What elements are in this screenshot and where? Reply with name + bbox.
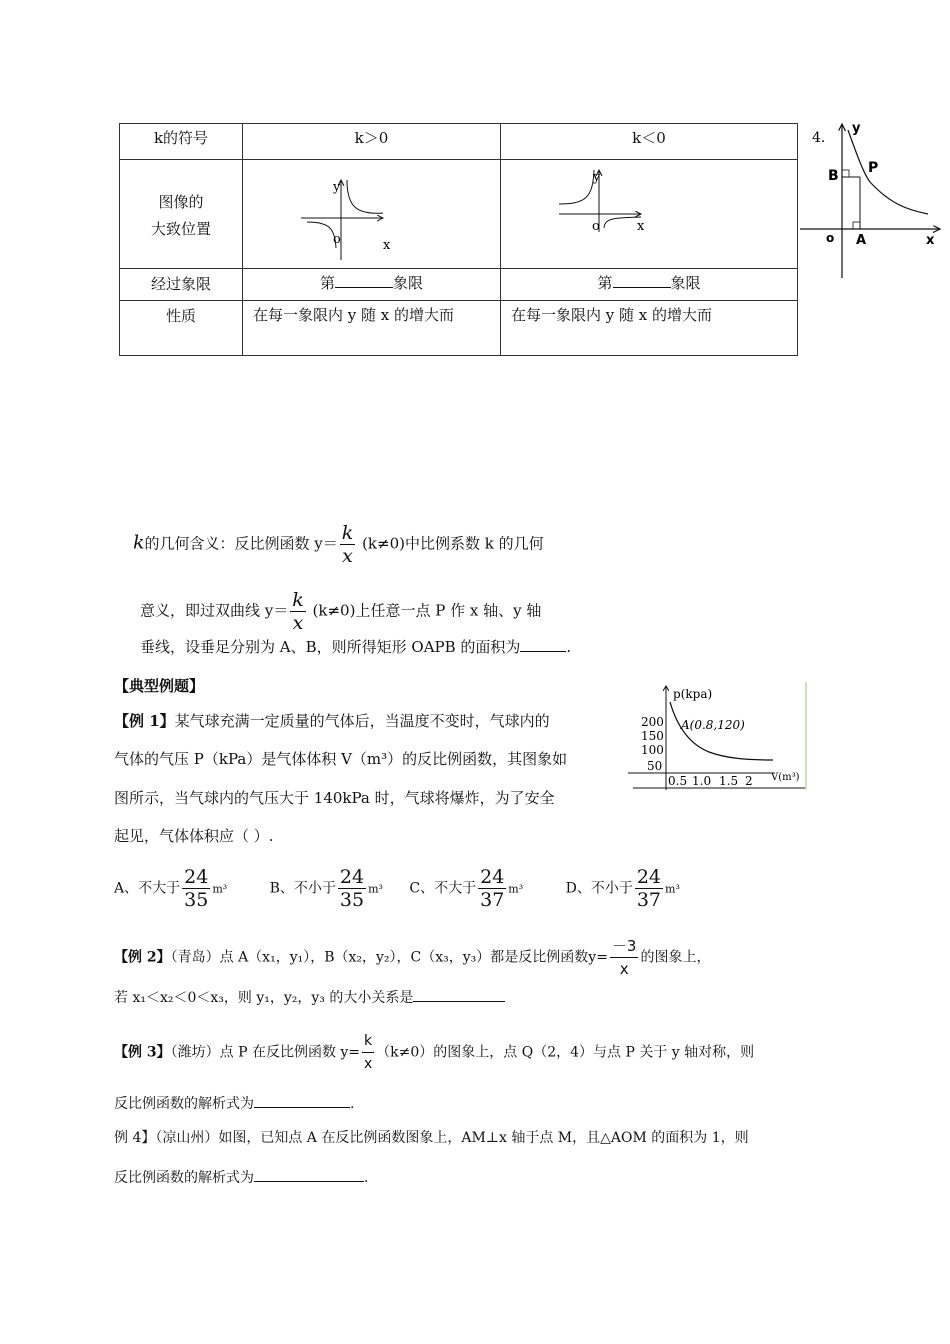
chart-x-label: V(m³) [771,772,800,783]
hyperbola-negative-sketch [501,160,797,268]
example2-line1: 【例 2】（青岛）点 A（x₁，y₁），B（x₂，y₂），C（x₃，y₃）都是反比例函数y= $\frac{-3}{x}$ 的图象上， [114,937,711,978]
option-b[interactable]: B、不小于 $\frac{24}{35}$ m³ [269,866,383,911]
chart-ytick-150: 150 [641,729,664,743]
example1-line2: 气体的气压 P（kPa）是气体体积 V（m³）的反比例函数，其图象如 [114,750,568,768]
example3-line1: 【例 3】（潍坊）点 P 在反比例函数 y= $\frac{k}{x}$ （k≠0）的图象上，点 Q（2，4）与点 P 关于 y 轴对称，则 [114,1030,754,1075]
fraction-neg3-over-x: $\frac{-3}{x}$ [611,937,637,978]
cell-negative-graph [501,160,798,269]
fig4-y-label: y [852,121,861,136]
example2-line2: 若 x₁＜x₂＜0＜x₃，则 y₁，y₂，y₃ 的大小关系是 [114,988,505,1008]
blank-example4[interactable] [254,1181,364,1182]
blank-example3[interactable] [254,1107,350,1108]
chart-xtick-0.5: 0.5 [668,774,688,788]
header-cell-k-negative: k＜0 [501,124,798,160]
header-cell-k-positive: k＞0 [243,124,501,160]
hyperbola-positive-sketch [243,160,500,268]
fraction-k-over-x-3: $\frac{k}{x}$ [362,1030,374,1075]
k-meaning-line2: 意义，即过双曲线 y＝ $\frac{k}{x}$ (k≠0)上任意一点 P 作 x 轴、y 轴 [140,589,542,634]
example1-line3: 图所示，当气球内的气压大于 140kPa 时，气球将爆炸，为了安全 [114,789,555,807]
table-row-quadrant [120,269,798,301]
pressure-volume-chart [625,680,815,792]
fig4-A-label: A [856,233,867,248]
blank-pos-quadrant[interactable] [335,287,393,288]
example4-line2: 反比例函数的解析式为 . [114,1170,369,1186]
option-a[interactable]: A、不大于 $\frac{24}{35}$ m³ [114,866,228,911]
blank-area[interactable] [520,651,566,652]
example1-line4: 起见，气体体积应（ ）. [114,827,274,845]
k-meaning-line3: 垂线，设垂足分别为 A、B，则所得矩形 OAPB 的面积为 . [140,638,572,656]
figure-4 [798,118,948,283]
cell-negative-quadrant: 第 象限 [501,269,798,301]
properties-table [119,123,798,356]
neg-x-label: x [637,219,645,234]
row-label-quadrant: 经过象限 [120,269,243,301]
chart-xtick-2: 2 [745,774,753,788]
k-meaning-line1: k的几何含义：反比例函数 y＝ $\frac{k}{x}$ (k≠0)中比例系数 k 的几何 [133,522,544,567]
pos-y-label: y [333,180,341,195]
neg-y-label: y [593,170,601,185]
chart-ytick-100: 100 [641,743,664,757]
cell-negative-property: 在每一象限内 y 随 x 的增大而 [501,301,798,356]
fraction-k-over-x: $\frac{k}{x}$ [341,522,354,567]
chart-ytick-200: 200 [641,715,664,729]
cell-positive-quadrant: 第 象限 [243,269,501,301]
neg-origin-label: o [592,219,600,234]
fig4-B-label: B [828,168,839,184]
chart-xtick-1.5: 1.5 [719,774,739,788]
cell-positive-property: 在每一象限内 y 随 x 的增大而 [243,301,501,356]
cell-positive-graph [243,160,501,269]
fig4-x-label: x [926,233,935,248]
table-header-row [120,124,798,160]
example3-line2: 反比例函数的解析式为 . [114,1096,355,1112]
table-row-property [120,301,798,356]
pos-origin-label: o [333,232,341,247]
chart-point-label: A(0.8,120) [681,718,745,732]
blank-example2[interactable] [413,1001,505,1002]
row-label-image: 图像的 大致位置 [120,160,243,269]
blank-neg-quadrant[interactable] [613,287,671,288]
example4-line1: 例 4】（凉山州）如图，已知点 A 在反比例函数图象上，AM⊥x 轴于点 M，且△AOM 的面积为 1，则 [114,1130,749,1146]
examples-heading: 【典型例题】 [114,677,205,695]
example1-options [114,866,680,911]
fig4-origin-label: o [826,231,835,245]
fraction-k-over-x-2: $\frac{k}{x}$ [292,589,304,634]
fig4-P-label: P [868,160,879,176]
option-c[interactable]: C、不大于 $\frac{24}{37}$ m³ [409,866,524,911]
chart-xtick-1.0: 1.0 [692,774,712,788]
chart-y-label: p(kpa) [673,687,713,701]
pos-x-label: x [383,238,391,253]
option-d[interactable]: D、不小于 $\frac{24}{37}$ m³ [565,866,680,911]
example1-line1: 【例 1】某气球充满一定质量的气体后，当温度不变时，气球内的 [114,712,550,730]
chart-ytick-50: 50 [647,759,663,773]
table-row-image [120,160,798,269]
figure-4-number: 4. [812,130,826,146]
row-label-property: 性质 [120,301,243,356]
header-cell-k-sign: k的符号 [120,124,243,160]
